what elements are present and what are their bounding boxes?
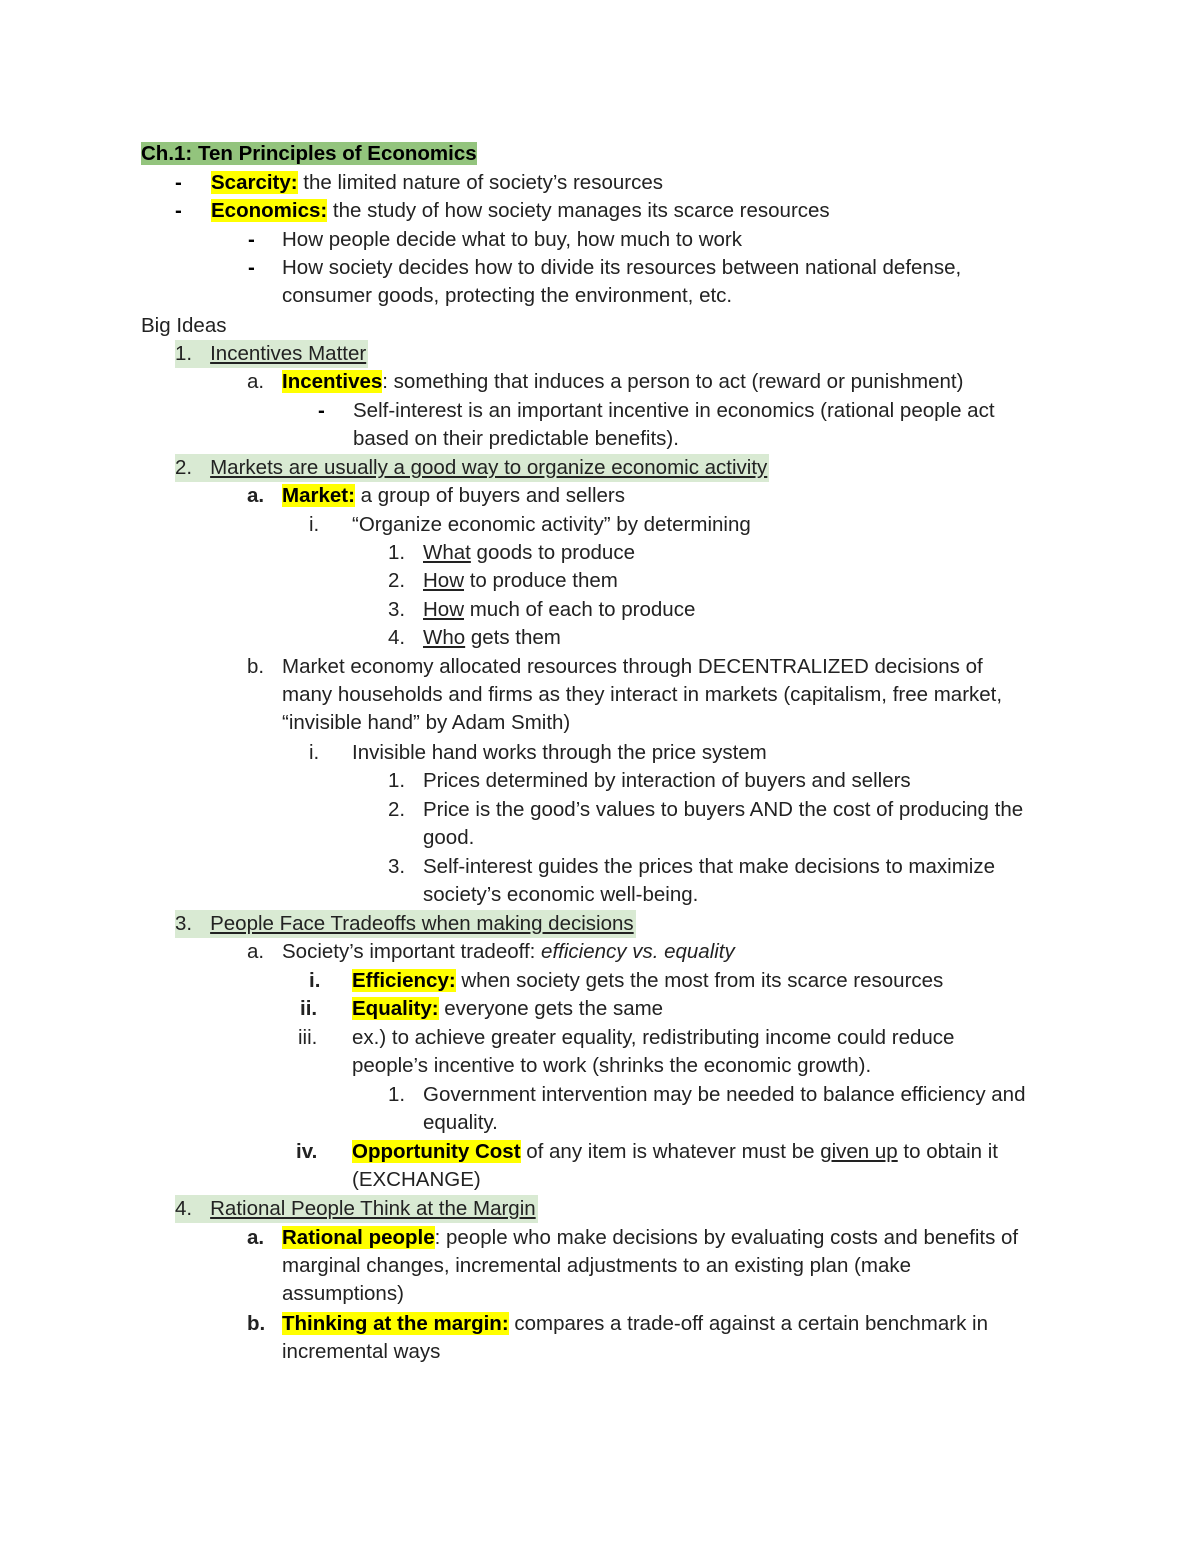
list-marker: a. xyxy=(247,940,265,963)
scarcity-term: Scarcity: xyxy=(211,171,298,194)
government-line-1: Government intervention may be needed to balance efficiency and xyxy=(423,1083,1026,1106)
list-item-text: to produce them xyxy=(464,569,618,592)
list-marker: i. xyxy=(309,969,321,992)
list-marker: 2. xyxy=(388,569,406,592)
price-item-2-cont: good. xyxy=(423,826,475,849)
economics-text: the study of how society manages its scarce resources xyxy=(327,199,830,222)
government-line-2: equality. xyxy=(423,1111,498,1134)
underlined-word: Who xyxy=(423,626,466,649)
economics-term: Economics: xyxy=(211,199,328,222)
thinking-margin-text: compares a trade-off against a certain benchmark in xyxy=(508,1312,989,1335)
organize-line: “Organize economic activity” by determining xyxy=(352,513,751,536)
principle-4-heading xyxy=(175,1195,538,1223)
bullet-dash: - xyxy=(318,399,325,422)
rational-people-text: : people who make decisions by evaluating costs and benefits of xyxy=(434,1226,1019,1249)
list-marker: a. xyxy=(247,484,265,507)
principle-3-heading xyxy=(175,910,636,938)
list-item-text: much of each to produce xyxy=(464,598,696,621)
rational-people-line-2: marginal changes, incremental adjustments to an existing plan (make xyxy=(282,1254,911,1277)
econ-sub-2-cont: consumer goods, protecting the environment, etc. xyxy=(282,284,733,307)
equality-definition xyxy=(352,995,663,1023)
document-title xyxy=(141,140,477,168)
list-marker: a. xyxy=(247,1226,265,1249)
list-marker: 4. xyxy=(388,626,406,649)
self-interest-line-1: Self-interest is an important incentive in economics (rational people act xyxy=(353,399,995,422)
list-marker: b. xyxy=(247,1312,266,1335)
market-economy-line-2: many households and firms as they interact in markets (capitalism, free market, xyxy=(282,683,1003,706)
list-marker: 2. xyxy=(388,798,406,821)
market-economy-line-3: “invisible hand” by Adam Smith) xyxy=(282,711,571,734)
list-item xyxy=(423,596,695,624)
list-marker: a. xyxy=(247,370,265,393)
invisible-hand-line: Invisible hand works through the price system xyxy=(352,741,767,764)
list-marker: b. xyxy=(247,655,265,678)
opportunity-cost-text-end: to obtain it xyxy=(897,1140,999,1163)
underlined-word: How xyxy=(423,598,465,621)
thinking-margin-line-2: incremental ways xyxy=(282,1340,441,1363)
list-marker: 3. xyxy=(388,598,406,621)
tradeoff-italic: efficiency vs. equality xyxy=(541,940,735,963)
economics-definition xyxy=(211,197,830,225)
econ-sub-1: How people decide what to buy, how much to work xyxy=(282,228,742,251)
thinking-margin-term: Thinking at the margin: xyxy=(282,1312,509,1335)
opportunity-cost-term: Opportunity Cost xyxy=(352,1140,521,1163)
thinking-margin-definition xyxy=(282,1310,988,1338)
market-definition xyxy=(282,482,625,510)
incentives-definition xyxy=(282,368,963,396)
list-marker: i. xyxy=(309,741,320,764)
efficiency-term: Efficiency: xyxy=(352,969,456,992)
incentives-term: Incentives xyxy=(282,370,383,393)
title-text: Ch.1: Ten Principles of Economics xyxy=(141,142,477,165)
opportunity-cost-text: of any item is whatever must be xyxy=(520,1140,821,1163)
principle-1-title: Incentives Matter xyxy=(210,342,367,365)
principle-4-number: 4. xyxy=(175,1197,193,1220)
exchange-line: (EXCHANGE) xyxy=(352,1168,481,1191)
list-marker: 3. xyxy=(388,855,406,878)
tradeoff-line xyxy=(282,938,735,966)
market-economy-line-1: Market economy allocated resources through DECENTRALIZED decisions of xyxy=(282,655,983,678)
price-item-3: Self-interest guides the prices that make decisions to maximize xyxy=(423,855,995,878)
scarcity-definition xyxy=(211,169,663,197)
rational-people-definition xyxy=(282,1224,1018,1252)
econ-sub-2: How society decides how to divide its resources between national defense, xyxy=(282,256,962,279)
market-text: a group of buyers and sellers xyxy=(354,484,625,507)
price-item-1: Prices determined by interaction of buyers and sellers xyxy=(423,769,911,792)
self-interest-line-2: based on their predictable benefits). xyxy=(353,427,679,450)
example-line-2: people’s incentive to work (shrinks the economic growth). xyxy=(352,1054,872,1077)
bullet-dash: - xyxy=(175,171,182,194)
list-item xyxy=(423,624,561,652)
principle-2-title: Markets are usually a good way to organize economic activity xyxy=(210,456,768,479)
underlined-word: What xyxy=(423,541,471,564)
bullet-dash: - xyxy=(175,199,182,222)
principle-3-number: 3. xyxy=(175,912,193,935)
bullet-dash: - xyxy=(248,228,255,251)
list-marker: 1. xyxy=(388,769,406,792)
tradeoff-text: Society’s important tradeoff: xyxy=(282,940,542,963)
bullet-dash: - xyxy=(248,256,255,279)
opportunity-cost-definition xyxy=(352,1138,998,1166)
principle-1-number: 1. xyxy=(175,342,193,365)
list-item-text: gets them xyxy=(465,626,561,649)
principle-1-heading xyxy=(175,340,368,368)
principle-3-title: People Face Tradeoffs when making decisions xyxy=(210,912,634,935)
market-term: Market: xyxy=(282,484,355,507)
given-up-text: given up xyxy=(820,1140,898,1163)
list-marker: iii. xyxy=(298,1026,318,1049)
price-item-3-cont: society’s economic well-being. xyxy=(423,883,699,906)
big-ideas-heading: Big Ideas xyxy=(141,314,227,337)
rational-people-term: Rational people xyxy=(282,1226,435,1249)
list-item-text: goods to produce xyxy=(470,541,635,564)
list-item xyxy=(423,539,635,567)
rational-people-line-3: assumptions) xyxy=(282,1282,404,1305)
principle-4-title: Rational People Think at the Margin xyxy=(210,1197,536,1220)
equality-text: everyone gets the same xyxy=(438,997,664,1020)
list-marker: ii. xyxy=(300,997,318,1020)
list-marker: 1. xyxy=(388,1083,406,1106)
equality-term: Equality: xyxy=(352,997,439,1020)
principle-2-heading xyxy=(175,454,769,482)
list-marker: 1. xyxy=(388,541,406,564)
underlined-word: How xyxy=(423,569,465,592)
principle-2-number: 2. xyxy=(175,456,193,479)
example-line-1: ex.) to achieve greater equality, redistributing income could reduce xyxy=(352,1026,955,1049)
list-marker: i. xyxy=(309,513,320,536)
efficiency-definition xyxy=(352,967,943,995)
list-marker: iv. xyxy=(296,1140,318,1163)
scarcity-text: the limited nature of society’s resources xyxy=(297,171,663,194)
price-item-2: Price is the good’s values to buyers AND the cost of producing the xyxy=(423,798,1024,821)
efficiency-text: when society gets the most from its scarce resources xyxy=(455,969,944,992)
list-item xyxy=(423,567,618,595)
incentives-text: : something that induces a person to act (reward or punishment) xyxy=(382,370,964,393)
